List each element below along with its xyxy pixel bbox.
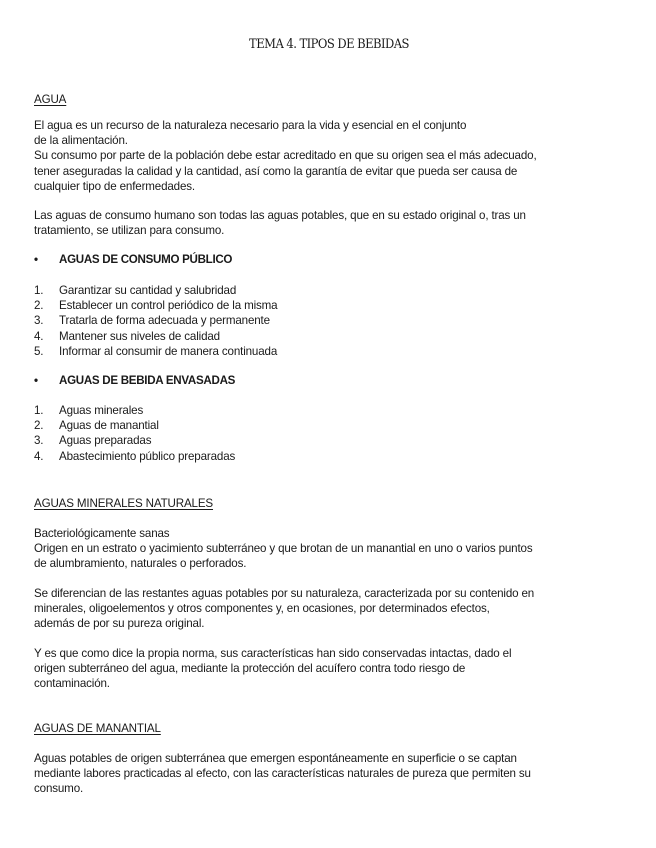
text-line: Bacteriológicamente sanas	[34, 527, 170, 540]
text-line: mediante labores practicadas al efecto, con las características naturales de pureza que permiten su	[34, 767, 531, 781]
text-line: consumo.	[34, 782, 84, 796]
text-line: Origen en un estrato o yacimiento subterráneo y que brotan de un manantial en uno o varios puntos	[34, 542, 533, 556]
subsection-heading-consumo-publico	[34, 252, 232, 267]
bullet-icon: •	[34, 253, 38, 266]
text-line: cualquier tipo de enfermedades.	[34, 179, 195, 193]
section-heading-minerales: AGUAS MINERALES NATURALES	[34, 497, 214, 510]
subsection-heading-label: AGUAS DE BEBIDA ENVASADAS	[59, 374, 236, 387]
manantial-paragraph-1	[34, 751, 624, 797]
section-heading-agua: AGUA	[34, 93, 67, 106]
text-line: contaminación.	[34, 677, 110, 691]
text-line: además de por su pureza original.	[34, 617, 205, 631]
list-item: 4. Abastecimiento público preparadas	[34, 449, 236, 463]
list-item: 5. Informar al consumir de manera continuada	[34, 344, 278, 358]
text-line: minerales, oligoelementos y otros componentes y, en ocasiones, por determinados efectos,	[34, 602, 490, 616]
text-line: El agua es un recurso de la naturaleza necesario para la vida y esencial en el conjunto	[34, 119, 467, 132]
text-line: Se diferencian de las restantes aguas potables por su naturaleza, caracterizada por su contenido en	[34, 587, 535, 600]
text-line: origen subterráneo del agua, mediante la protección del acuífero contra todo riesgo de	[34, 662, 466, 676]
list-item: 4. Mantener sus niveles de calidad	[34, 329, 220, 343]
envasadas-list	[34, 403, 235, 464]
subsection-heading-label: AGUAS DE CONSUMO PÚBLICO	[59, 253, 233, 266]
minerales-paragraph-1	[34, 526, 624, 572]
consumo-publico-list	[34, 283, 277, 359]
page-title: TEMA 4. TIPOS DE BEBIDAS	[249, 36, 409, 51]
text-line: de la alimentación.	[34, 134, 128, 148]
minerales-paragraph-3	[34, 646, 624, 692]
text-line: Y es que como dice la propia norma, sus características han sido conservadas intactas, dado el	[34, 647, 512, 660]
text-line: Las aguas de consumo humano son todas las aguas potables, que en su estado original o, tras un	[34, 209, 526, 222]
subsection-heading-envasadas	[34, 373, 235, 388]
agua-paragraph-1	[34, 118, 624, 194]
list-item: 2. Establecer un control periódico de la misma	[34, 299, 278, 313]
list-item: 1. Garantizar su cantidad y salubridad	[34, 284, 237, 297]
text-line: Su consumo por parte de la población debe estar acreditado en que su origen sea el más adecuado,	[34, 149, 537, 163]
list-item: 3. Aguas preparadas	[34, 434, 152, 448]
list-item: 3. Tratarla de forma adecuada y permanente	[34, 314, 270, 328]
minerales-paragraph-2	[34, 586, 624, 632]
bullet-icon: •	[34, 374, 38, 387]
section-heading-manantial: AGUAS DE MANANTIAL	[34, 722, 161, 735]
list-item: 1. Aguas minerales	[34, 404, 144, 417]
text-line: de alumbramiento, naturales o perforados.	[34, 557, 247, 571]
text-line: tener aseguradas la calidad y la cantidad, así como la garantía de evitar que pueda ser causa de	[34, 164, 518, 178]
text-line: Aguas potables de origen subterránea que emergen espontáneamente en superficie o se captan	[34, 752, 517, 765]
text-line: tratamiento, se utilizan para consumo.	[34, 224, 225, 238]
list-item: 2. Aguas de manantial	[34, 419, 159, 433]
agua-paragraph-2	[34, 208, 624, 238]
